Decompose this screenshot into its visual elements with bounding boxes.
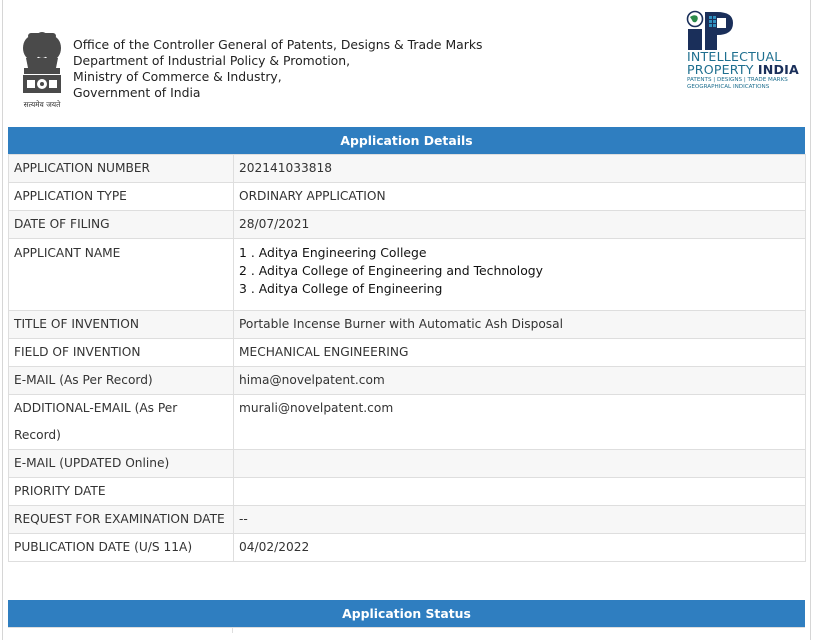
title-of-invention-label: TITLE OF INVENTION xyxy=(9,311,234,339)
additional-email-label: ADDITIONAL-EMAIL (As Per Record) xyxy=(9,395,234,450)
logo-line-2-bold: INDIA xyxy=(757,62,799,77)
emblem-motto: सत्यमेव जयते xyxy=(23,100,61,109)
applicant-name-label: APPLICANT NAME xyxy=(9,239,234,311)
application-type-value: ORDINARY APPLICATION xyxy=(234,183,806,211)
title-of-invention-value: Portable Incense Burner with Automatic Ash Disposal xyxy=(234,311,806,339)
table-row xyxy=(9,311,806,339)
email-updated-value xyxy=(234,450,806,478)
application-type-label: APPLICATION TYPE xyxy=(9,183,234,211)
field-of-invention-value: MECHANICAL ENGINEERING xyxy=(234,339,806,367)
logo-line-2-prefix: PROPERTY xyxy=(687,62,758,77)
email-label: E-MAIL (As Per Record) xyxy=(9,367,234,395)
national-emblem-icon xyxy=(18,28,66,112)
logo-sub-1: PATENTS | DESIGNS | TRADE MARKS xyxy=(687,77,788,83)
office-line-1: Office of the Controller General of Patents, Designs & Trade Marks xyxy=(73,37,483,52)
application-number-value: 202141033818 xyxy=(234,155,806,183)
logo-sub-2: GEOGRAPHICAL INDICATIONS xyxy=(687,83,770,90)
office-title xyxy=(73,37,482,101)
email-value: hima@novelpatent.com xyxy=(234,367,806,395)
publication-date-label: PUBLICATION DATE (U/S 11A) xyxy=(9,534,234,562)
applicant-3: 3 . Aditya College of Engineering xyxy=(239,281,443,296)
table-row xyxy=(9,211,806,239)
table-row xyxy=(9,478,806,506)
applicant-2: 2 . Aditya College of Engineering and Technology xyxy=(239,263,543,278)
office-line-3: Ministry of Commerce & Industry, xyxy=(73,69,282,84)
logo-subtitle xyxy=(687,77,788,90)
table-row xyxy=(9,183,806,211)
email-updated-label: E-MAIL (UPDATED Online) xyxy=(9,450,234,478)
exam-request-date-label: REQUEST FOR EXAMINATION DATE xyxy=(9,506,234,534)
table-row xyxy=(9,534,806,562)
ip-mark-icon xyxy=(686,10,736,50)
application-details-table xyxy=(8,154,806,562)
application-status-header: Application Status xyxy=(8,600,805,627)
table-row xyxy=(9,450,806,478)
table-row xyxy=(9,239,806,311)
logo-line-2 xyxy=(687,63,799,77)
office-line-2: Department of Industrial Policy & Promotion, xyxy=(73,53,351,68)
table-row xyxy=(9,155,806,183)
table-row xyxy=(9,395,806,450)
status-table-top xyxy=(8,627,805,633)
table-row xyxy=(9,506,806,534)
priority-date-label: PRIORITY DATE xyxy=(9,478,234,506)
date-of-filing-label: DATE OF FILING xyxy=(9,211,234,239)
date-of-filing-value: 28/07/2021 xyxy=(234,211,806,239)
logo-line-1: INTELLECTUAL xyxy=(687,49,782,64)
exam-request-date-value: -- xyxy=(234,506,806,534)
priority-date-value xyxy=(234,478,806,506)
applicant-1: 1 . Aditya Engineering College xyxy=(239,245,427,260)
office-line-4: Government of India xyxy=(73,85,201,100)
table-row xyxy=(9,367,806,395)
page-header xyxy=(0,0,817,120)
ip-india-logo xyxy=(686,10,800,96)
applicant-name-value xyxy=(234,239,806,311)
publication-date-value: 04/02/2022 xyxy=(234,534,806,562)
column-divider xyxy=(232,628,233,633)
application-details-header: Application Details xyxy=(8,127,805,154)
application-number-label: APPLICATION NUMBER xyxy=(9,155,234,183)
additional-email-value: murali@novelpatent.com xyxy=(234,395,806,450)
field-of-invention-label: FIELD OF INVENTION xyxy=(9,339,234,367)
table-row xyxy=(9,339,806,367)
